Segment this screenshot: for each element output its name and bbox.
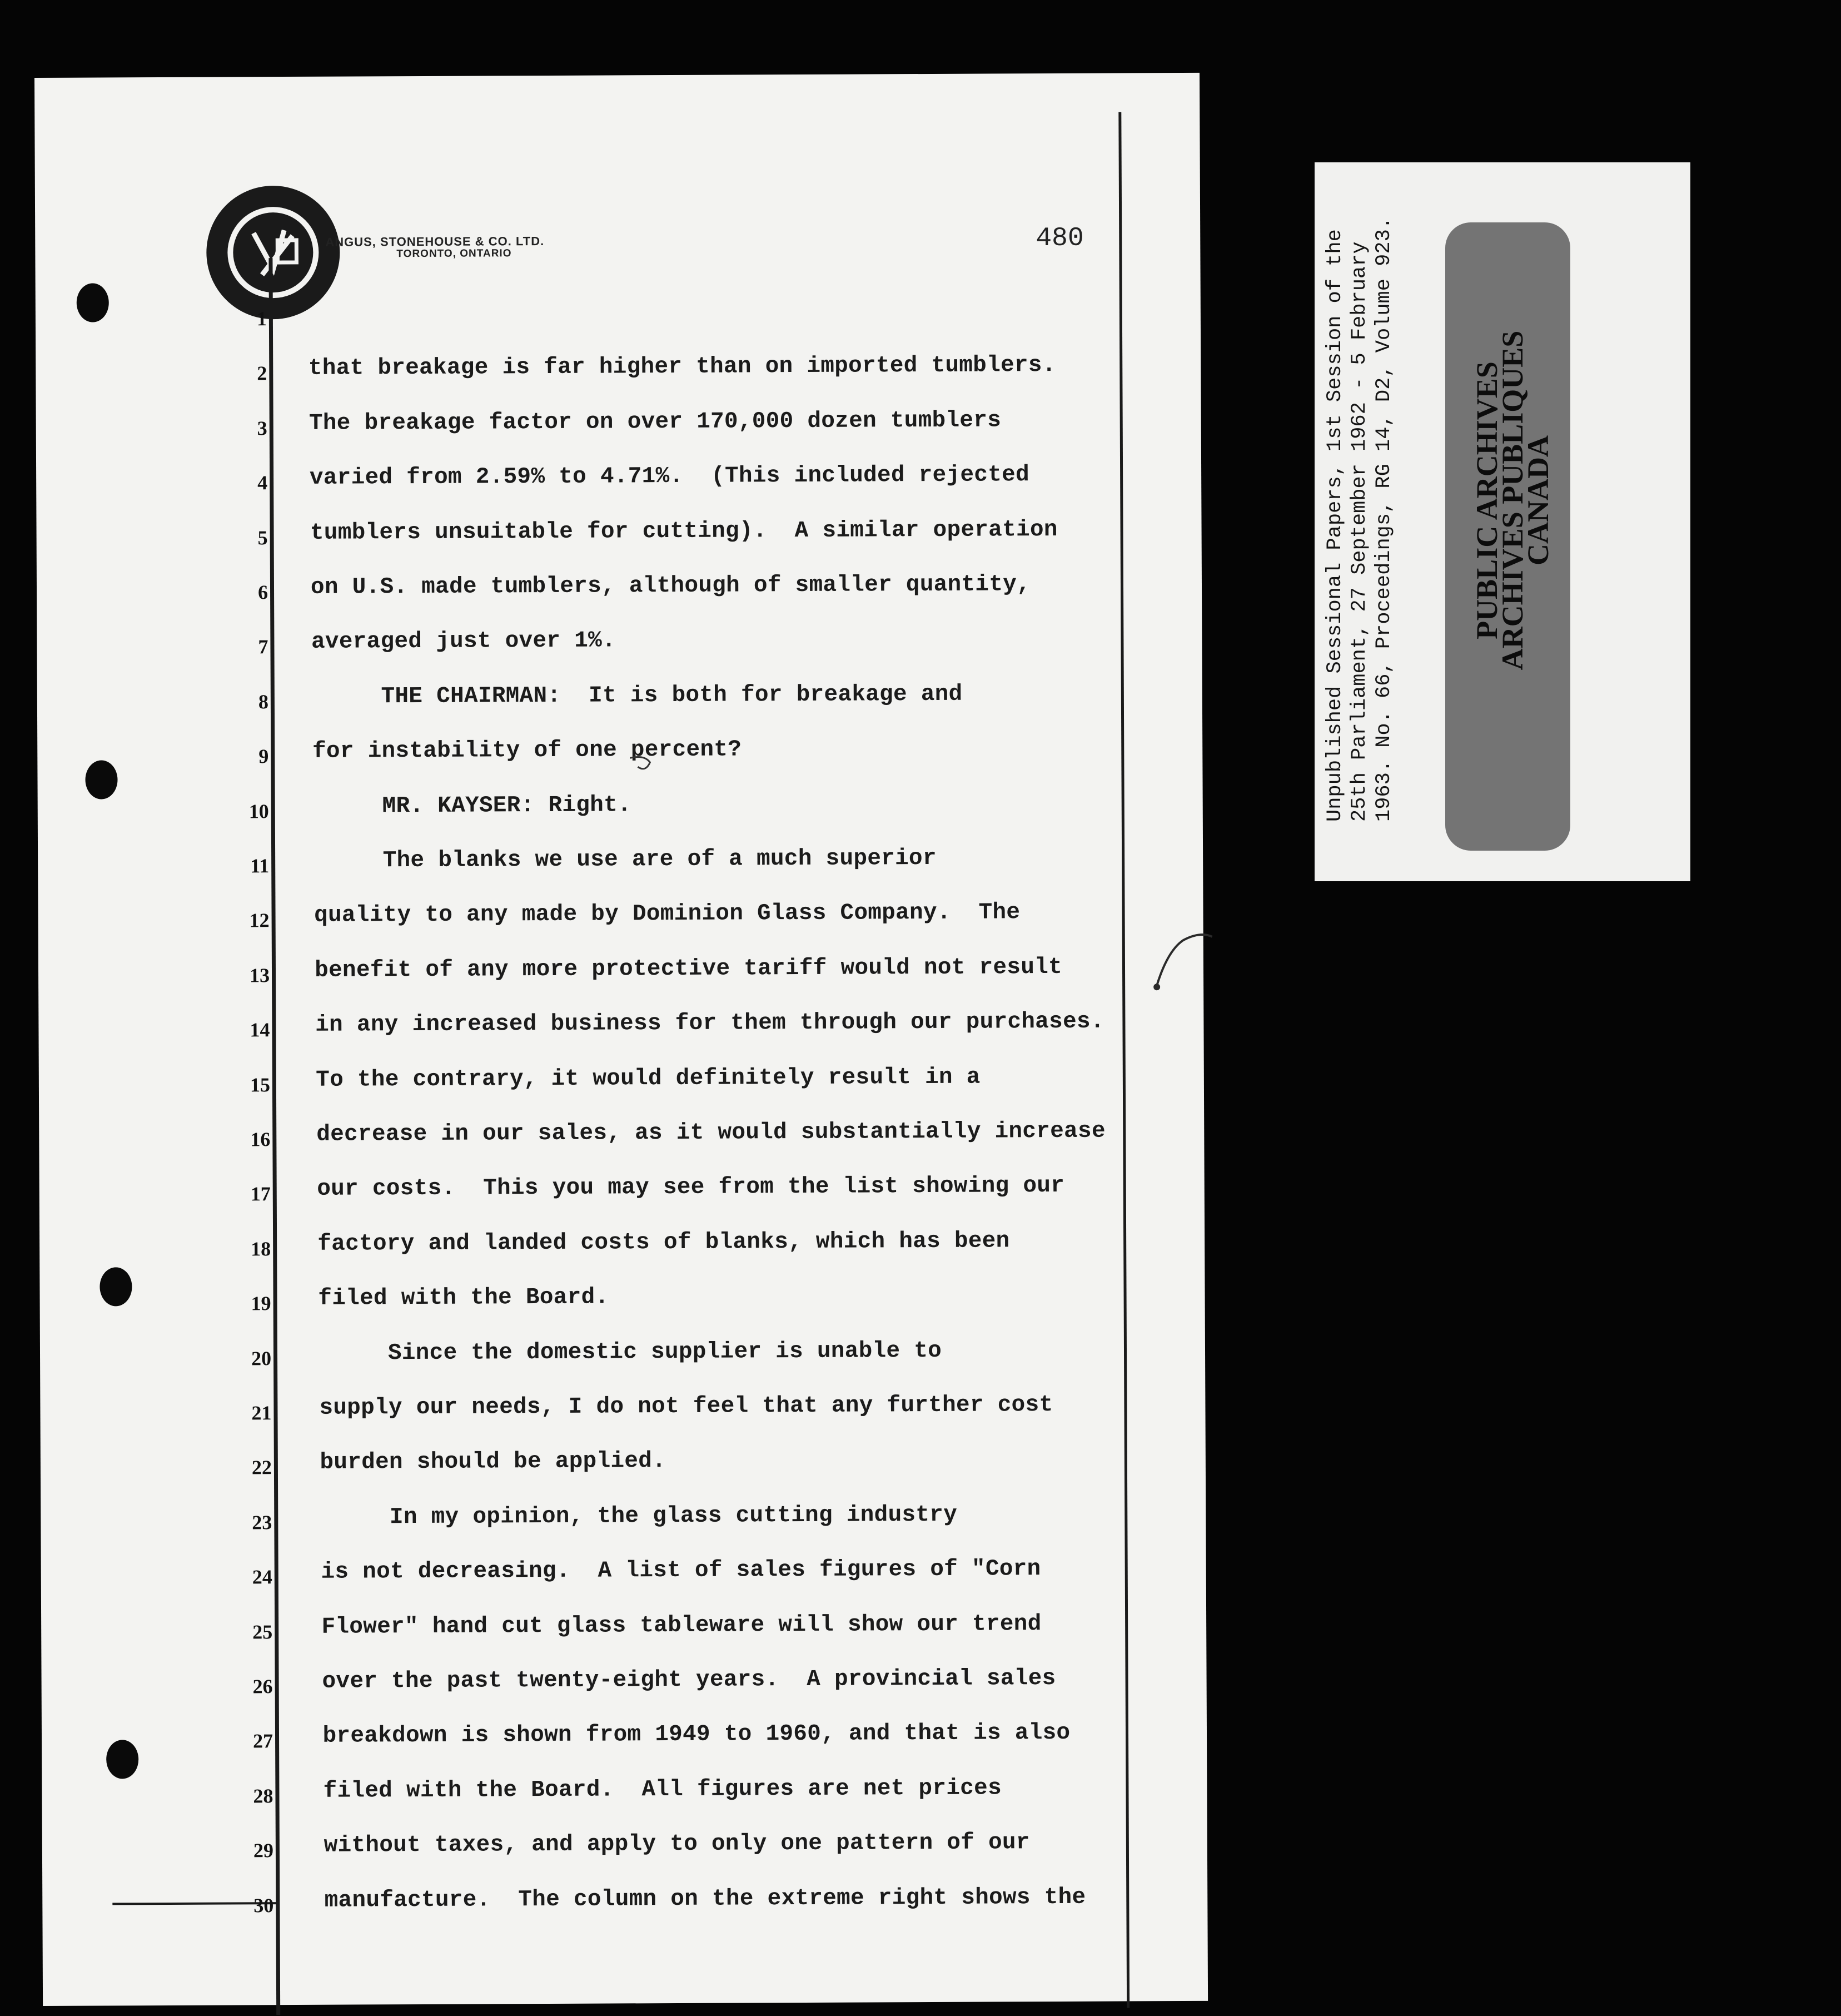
pen-mark — [628, 753, 661, 776]
stamp-line: ARCHIVES PUBLIQUES — [1496, 330, 1529, 671]
transcript-line: MR. KAYSER: Right. — [313, 792, 632, 820]
line-number: 4 — [257, 471, 268, 494]
transcript-line: on U.S. made tumblers, although of smaller quantity, — [310, 572, 1031, 600]
punch-hole-middle — [85, 760, 117, 799]
transcript-line: Flower" hand cut glass tableware will show our trend — [321, 1611, 1042, 1640]
transcript-line: is not decreasing. A list of sales figures of "Corn — [321, 1556, 1041, 1585]
line-number: 22 — [251, 1456, 272, 1479]
transcript-line: tumblers unsuitable for cutting). A similar operation — [310, 517, 1058, 546]
line-number: 18 — [251, 1237, 271, 1260]
transcript-line: that breakage is far higher than on imported tumblers. — [308, 352, 1056, 382]
line-number: 10 — [248, 800, 269, 822]
line-number: 21 — [251, 1402, 272, 1424]
transcript-line: breakdown is shown from 1949 to 1960, and that is also — [322, 1720, 1071, 1750]
line-number: 5 — [257, 526, 268, 549]
line-number: 30 — [253, 1894, 274, 1916]
firm-name: ANGUS, STONEHOUSE & CO. LTD. — [325, 234, 545, 249]
line-number: 15 — [250, 1073, 270, 1096]
transcript-page — [34, 73, 1208, 2006]
line-number: 13 — [249, 964, 270, 987]
line-number: 1 — [256, 307, 267, 330]
line-number: 25 — [252, 1620, 273, 1643]
line-number: 27 — [252, 1730, 273, 1752]
transcript-line: in any increased business for them through our purchases. — [315, 1009, 1104, 1038]
transcript-line: over the past twenty-eight years. A provincial sales — [322, 1666, 1056, 1695]
line-number: 17 — [250, 1183, 271, 1205]
stamp-line: PUBLIC ARCHIVES — [1470, 361, 1504, 639]
line-number: 28 — [253, 1784, 273, 1808]
transcript-line: benefit of any more protective tariff would not result — [315, 954, 1063, 984]
line-number: 11 — [250, 855, 270, 877]
transcript-line: factory and landed costs of blanks, which has been — [317, 1228, 1010, 1257]
transcript-line: The breakage factor on over 170,000 dozen tumblers — [309, 408, 1002, 436]
punch-hole-bottom — [106, 1740, 138, 1779]
transcript-line: In my opinion, the glass cutting industry — [320, 1502, 958, 1531]
line-number: 16 — [250, 1128, 271, 1151]
line-number: 29 — [253, 1839, 274, 1862]
transcript-line: filed with the Board. — [318, 1284, 609, 1312]
transcript-line: quality to any made by Dominion Glass Company. The — [314, 900, 1021, 929]
archive-citation-line: 25th Parliament, 27 September 1962 - 5 February — [1348, 241, 1371, 822]
margin-rule-right — [1118, 112, 1130, 2008]
line-number: 8 — [258, 690, 268, 713]
transcript-line: THE CHAIRMAN: It is both for breakage and — [311, 681, 963, 710]
archive-citation-line: 1963. No. 66, Proceedings, RG 14, D2, Volume 923. — [1372, 217, 1396, 822]
transcript-line: filed with the Board. All figures are net prices — [323, 1775, 1002, 1804]
line-number: 7 — [258, 635, 268, 658]
transcript-line: varied from 2.59% to 4.71%. (This included rejected — [309, 462, 1030, 491]
firm-city: TORONTO, ONTARIO — [396, 247, 512, 260]
archive-citation-line: Unpublished Sessional Papers, 1st Session of the — [1323, 229, 1347, 822]
line-number: 12 — [249, 909, 270, 932]
line-number: 19 — [251, 1292, 271, 1315]
transcript-line: averaged just over 1%. — [311, 628, 616, 656]
transcript-line: burden should be applied. — [320, 1448, 666, 1476]
punch-hole-top — [77, 283, 109, 322]
line-number: 20 — [251, 1347, 272, 1369]
transcript-line: manufacture. The column on the extreme right shows the — [324, 1884, 1086, 1914]
page-number: 480 — [1036, 223, 1084, 254]
margin-pen-stroke — [1150, 929, 1217, 996]
transcript-line: To the contrary, it would definitely result in a — [316, 1064, 981, 1093]
transcript-line: The blanks we use are of a much superior — [314, 845, 937, 874]
transcript-line: our costs. This you may see from the list showing our — [317, 1173, 1065, 1203]
line-number: 14 — [250, 1019, 270, 1041]
transcript-line: Since the domestic supplier is unable to — [319, 1338, 942, 1367]
stamp-line: CANADA — [1521, 435, 1555, 565]
line-number: 9 — [258, 745, 269, 768]
line-number: 23 — [252, 1511, 272, 1534]
punch-hole-lower — [99, 1267, 132, 1306]
transcript-line: without taxes, and apply to only one pattern of our — [324, 1830, 1030, 1859]
reporter-seal-icon — [201, 180, 346, 325]
archive-citation — [1323, 217, 1396, 822]
archives-stamp-text — [1470, 306, 1555, 695]
transcript-line: decrease in our sales, as it would substantially increase — [316, 1118, 1106, 1148]
firm-heading — [325, 235, 544, 261]
line-number: 24 — [252, 1566, 272, 1588]
line-number: 3 — [257, 416, 267, 440]
line-number: 6 — [257, 581, 268, 604]
line-number: 26 — [252, 1675, 273, 1698]
line-number: 2 — [257, 362, 267, 385]
transcript-line: for instability of one percent? — [312, 737, 742, 765]
transcript-line: supply our needs, I do not feel that any further cost — [319, 1392, 1053, 1421]
